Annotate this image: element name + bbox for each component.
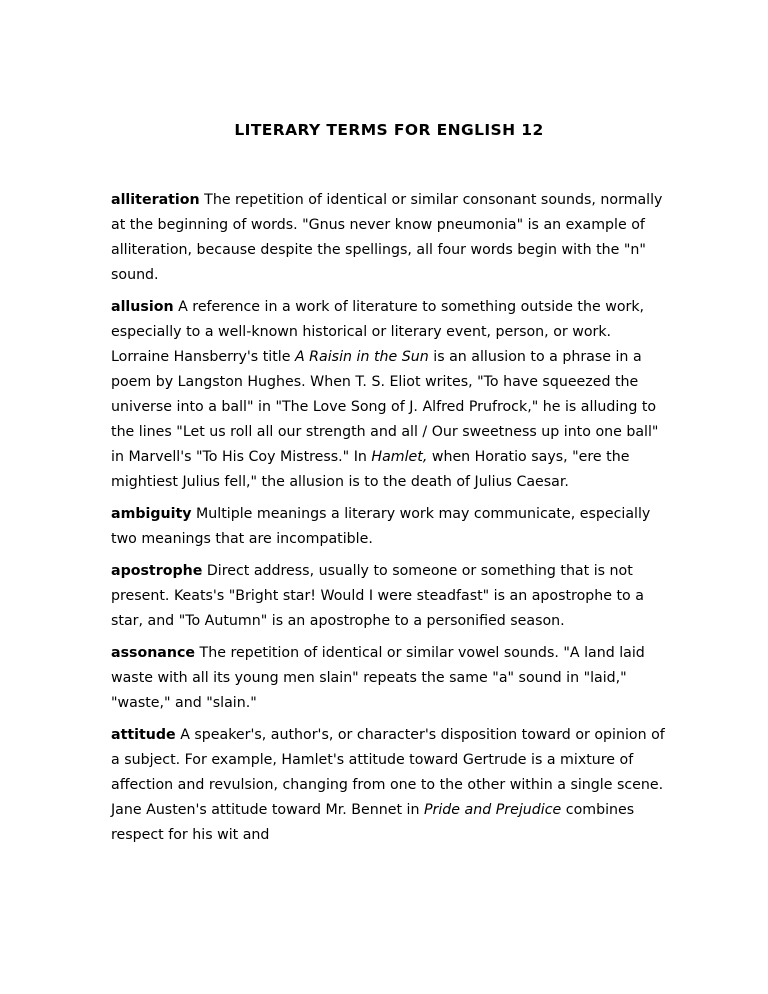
title-pride-and-prejudice: Pride and Prejudice xyxy=(423,802,562,818)
title-a-raisin-in-the-sun: A Raisin in the Sun xyxy=(294,349,429,365)
term-assonance: assonance xyxy=(111,645,196,661)
definition-ambiguity: Multiple meanings a literary work may communicate, especially two meanings that are incompatible. xyxy=(111,506,651,547)
glossary-entries xyxy=(111,188,667,855)
term-allusion: allusion xyxy=(111,299,174,315)
entry-apostrophe xyxy=(111,559,667,634)
term-ambiguity: ambiguity xyxy=(111,506,192,522)
term-alliteration: alliteration xyxy=(111,192,200,208)
definition-attitude-part-2: combines respect for his wit and xyxy=(111,802,635,843)
term-attitude: attitude xyxy=(111,727,176,743)
definition-allusion-part-3: when Horatio says, "ere the mightiest Julius fell," the allusion is to the death of Julius Caesar. xyxy=(111,449,630,490)
definition-attitude-part-1: A speaker's, author's, or character's disposition toward or opinion of a subject. For example, Hamlet's attitude toward Gertrude is a mixture of affection and revulsion, changing from one to the other within a single scene. Jane Austen's attitude toward Mr. Bennet in xyxy=(111,727,665,818)
definition-assonance: The repetition of identical or similar vowel sounds. "A land laid waste with all its young men slain" repeats the same "a" sound in "laid," "waste," and "slain." xyxy=(111,645,645,711)
entry-allusion xyxy=(111,295,667,495)
definition-alliteration: The repetition of identical or similar consonant sounds, normally at the beginning of words. "Gnus never know pneumonia" is an example of alliteration, because despite the spellings, all four words begin with the "n" sound. xyxy=(111,192,663,283)
entry-assonance xyxy=(111,641,667,716)
entry-attitude xyxy=(111,723,667,848)
title-hamlet: Hamlet, xyxy=(371,449,428,465)
entry-ambiguity xyxy=(111,502,667,552)
definition-allusion-part-2: is an allusion to a phrase in a poem by Langston Hughes. When T. S. Eliot writes, "To have squeezed the universe into a ball" in "The Love Song of J. Alfred Prufrock," he is alluding to the lines "Let us roll all our strength and all / Our sweetness up into one ball" in Marvell's "To His Coy Mistress." In xyxy=(111,349,659,465)
document-title: LITERARY TERMS FOR ENGLISH 12 xyxy=(234,121,544,139)
term-apostrophe: apostrophe xyxy=(111,563,203,579)
definition-allusion-part-1: A reference in a work of literature to something outside the work, especially to a well-known historical or literary event, person, or work. Lorraine Hansberry's title xyxy=(111,299,645,365)
entry-alliteration xyxy=(111,188,667,288)
definition-apostrophe: Direct address, usually to someone or something that is not present. Keats's "Bright star! Would I were steadfast" is an apostrophe to a star, and "To Autumn" is an apostrophe to a personified season. xyxy=(111,563,644,629)
